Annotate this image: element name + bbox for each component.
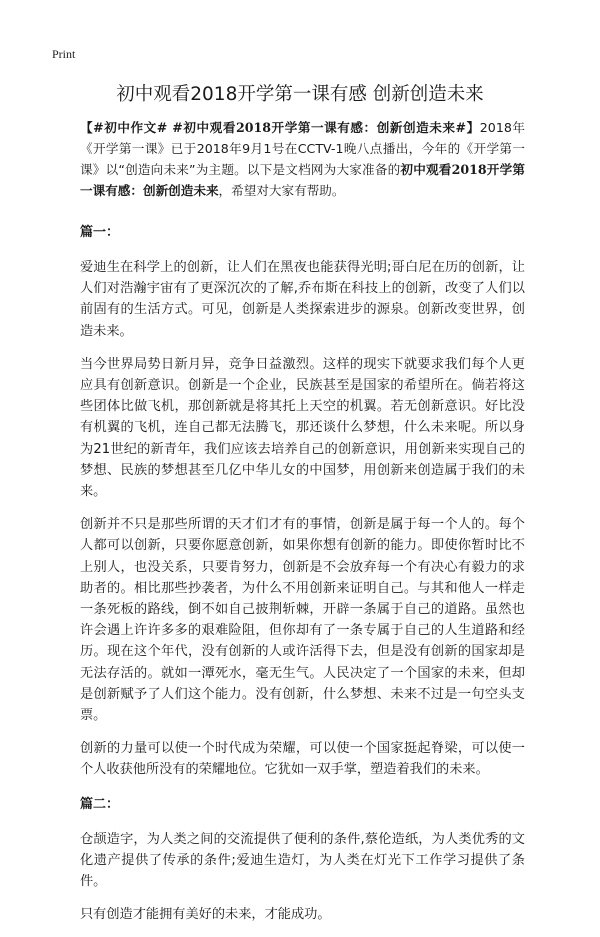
paragraph: 仓颉造字，为人类之间的交流提供了便利的条件,蔡伦造纸，为人类优秀的文化遗产提供了传承的条件;爱迪生造灯，为人类在灯光下工作学习提供了条件。 bbox=[80, 831, 525, 890]
paragraph: 只有创造才能拥有美好的未来，才能成功。 bbox=[80, 907, 331, 923]
paragraph: 当今世界局势日新月异，竞争日益激烈。这样的现实下就要求我们每个人更应具有创新意识。创新是一个企业，民族甚至是国家的希望所在。倘若将这些团体比做飞机，那创新就是将其托上天空的机翼。若无创新意识。好比没有机翼的飞机，连自己都无法腾飞，那还谈什么梦想，什么未来呢。所以身为21世纪的新青年，我们应该去培养自己的创新意识，用创新来实现自己的梦想、民族的梦想甚至几亿中华儿女的中国梦，用创新来创造属于我们的未来。 bbox=[80, 356, 525, 500]
intro-text: 2018年《开学第一课》已于2018年9月1号在CCTV-1晚八点播出，今年的《开学第一课》以“创造向未来”为主题。以下是文档网为大家准备的 bbox=[80, 120, 525, 177]
paragraph: 爱迪生在科学上的创新，让人们在黑夜也能获得光明;哥白尼在历的创新，让人们对浩瀚宇宙有了更深沉次的了解,乔布斯在科技上的创新，改变了人们以前固有的生活方式。可见，创新是人类探索进步的源泉。创新改变世界，创造未来。 bbox=[80, 260, 525, 339]
intro-bold-lead: 【#初中作文# #初中观看2018开学第一课有感：创新创造未来#】 bbox=[80, 120, 480, 135]
section-heading-1: 篇一： bbox=[80, 225, 120, 240]
article-body bbox=[80, 117, 525, 937]
section-heading-2: 篇二： bbox=[80, 796, 120, 812]
intro-text-end: ，希望对大家有帮助。 bbox=[218, 183, 345, 198]
page-title: 初中观看2018开学第一课有感 创新创造未来 bbox=[116, 84, 484, 105]
paragraph: 创新的力量可以使一个时代成为荣耀，可以使一个国家挺起脊梁，可以使一个人收获他所没有的荣耀地位。它犹如一双手掌，塑造着我们的未来。 bbox=[80, 741, 525, 778]
paragraph: 创新并不只是那些所谓的天才们才有的事情，创新是属于每一个人的。每个人都可以创新，只要你愿意创新，如果你想有创新的能力。即使你暂时比不上别人，也没关系，只要肯努力，创新是不会放弃每一个有决心有毅力的求助者的。相比那些抄袭者，为什么不用创新来证明自己。与其和他人一样走一条死板的路线，倒不如自己披荆斩棘，开辟一条属于自己的道路。虽然也许会遇上许许多多的艰难险阻，但你却有了一条专属于自己的人生道路和经历。现在这个年代，没有创新的人或许活得下去，但是没有创新的国家却是无法存活的。就如一潭死水，毫无生气。人民决定了一个国家的未来，但却是创新赋予了人们这个能力。没有创新，什么梦想、未来不过是一句空头支票。 bbox=[80, 517, 525, 724]
intro-bold-title: 初中观看2018开学第一课有感：创新创造未来 bbox=[80, 162, 525, 198]
print-label: Print bbox=[52, 47, 76, 61]
intro-paragraph bbox=[80, 117, 525, 201]
